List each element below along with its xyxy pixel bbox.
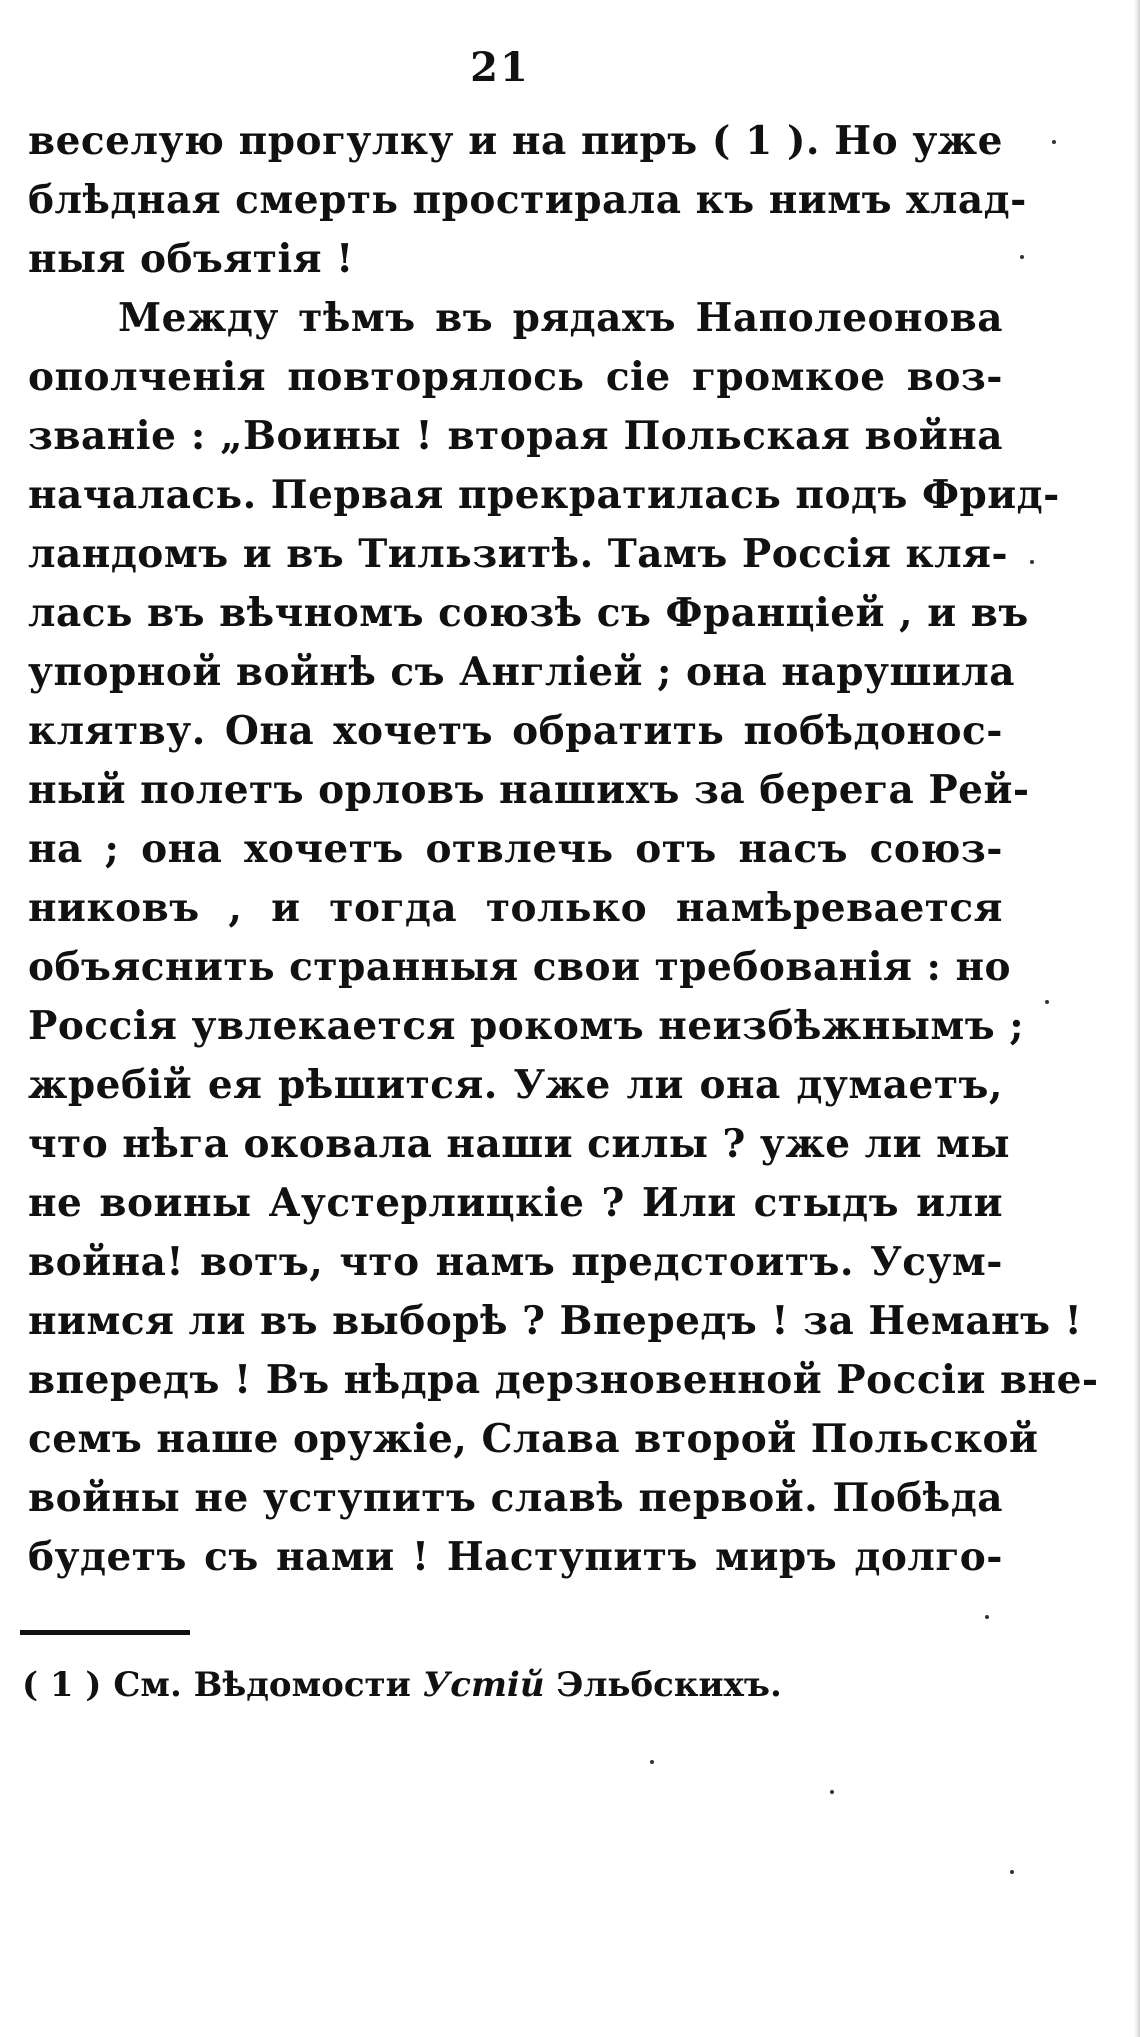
text-line: на ; она хочетъ отвлечь отъ насъ союз- [28, 826, 1003, 872]
paper-speck [1010, 1870, 1014, 1874]
text-line: ный полетъ орловъ нашихъ за берега Рей- [28, 767, 1030, 813]
paper-speck [1030, 560, 1034, 564]
text-line: нимся ли въ выборѣ ? Впередъ ! за Неманъ ! [28, 1298, 1083, 1344]
text-line: что нѣга оковала наши силы ? уже ли мы [28, 1121, 1011, 1167]
text-line: лась въ вѣчномъ союзѣ съ Франціей , и въ [28, 590, 1029, 636]
text-line: будетъ съ нами ! Наступитъ миръ долго- [28, 1534, 1003, 1580]
text-line: жребій ея рѣшится. Уже ли она думаетъ, [28, 1062, 1003, 1108]
paper-speck [985, 1615, 989, 1619]
text-line: Россія увлекается рокомъ неизбѣжнымъ ; [28, 1003, 1025, 1049]
text-line: семъ наше оружіе, Слава второй Польской [28, 1416, 1039, 1462]
text-line: объяснить странныя свои требованія : но [28, 944, 1011, 990]
paper-speck [1020, 255, 1024, 259]
text-line: званіе : „Воины ! вторая Польская война [28, 413, 1003, 459]
paper-speck [830, 1790, 834, 1794]
text-line: началась. Первая прекратилась подъ Фрид- [28, 472, 1060, 518]
text-line: ландомъ и въ Тильзитѣ. Тамъ Россія кля- [28, 531, 1009, 577]
paper-speck [650, 1760, 654, 1764]
body-text [28, 112, 1099, 1587]
paper-speck [1045, 1000, 1049, 1004]
text-line: никовъ , и тогда только намѣревается [28, 885, 1003, 931]
footnote-italic-text: Устій [422, 1665, 545, 1705]
footnote-marker: ( 1 ) [22, 1665, 102, 1705]
paper-speck [1052, 140, 1056, 144]
text-line: впередъ ! Въ нѣдра дерзновенной Россіи вне- [28, 1357, 1099, 1403]
page-edge-shadow [1134, 0, 1140, 2037]
text-line: Между тѣмъ въ рядахъ Наполеонова [118, 295, 1003, 341]
footnote-rule [20, 1630, 190, 1635]
text-line: не воины Аустерлицкіе ? Или стыдъ или [28, 1180, 1003, 1226]
footnote-text-end: Эльбскихъ. [556, 1665, 782, 1705]
text-line: война! вотъ, что намъ предстоитъ. Усум- [28, 1239, 1003, 1285]
text-line: войны не уступитъ славѣ первой. Побѣда [28, 1475, 1003, 1521]
page-number: 21 [470, 44, 530, 91]
text-line: клятву. Она хочетъ обратить побѣдонос- [28, 708, 1003, 754]
footnote-text: См. Вѣдомости [113, 1665, 411, 1705]
text-line: веселую прогулку и на пиръ ( 1 ). Но уже [28, 118, 1003, 164]
footnote [22, 1660, 782, 1710]
text-line: блѣдная смерть простирала къ нимъ хлад- [28, 177, 1027, 223]
text-line: упорной войнѣ съ Англіей ; она нарушила [28, 649, 1016, 695]
text-line: ополченія повторялось сіе громкое воз- [28, 354, 1003, 400]
text-line: ныя объятія ! [28, 236, 354, 282]
